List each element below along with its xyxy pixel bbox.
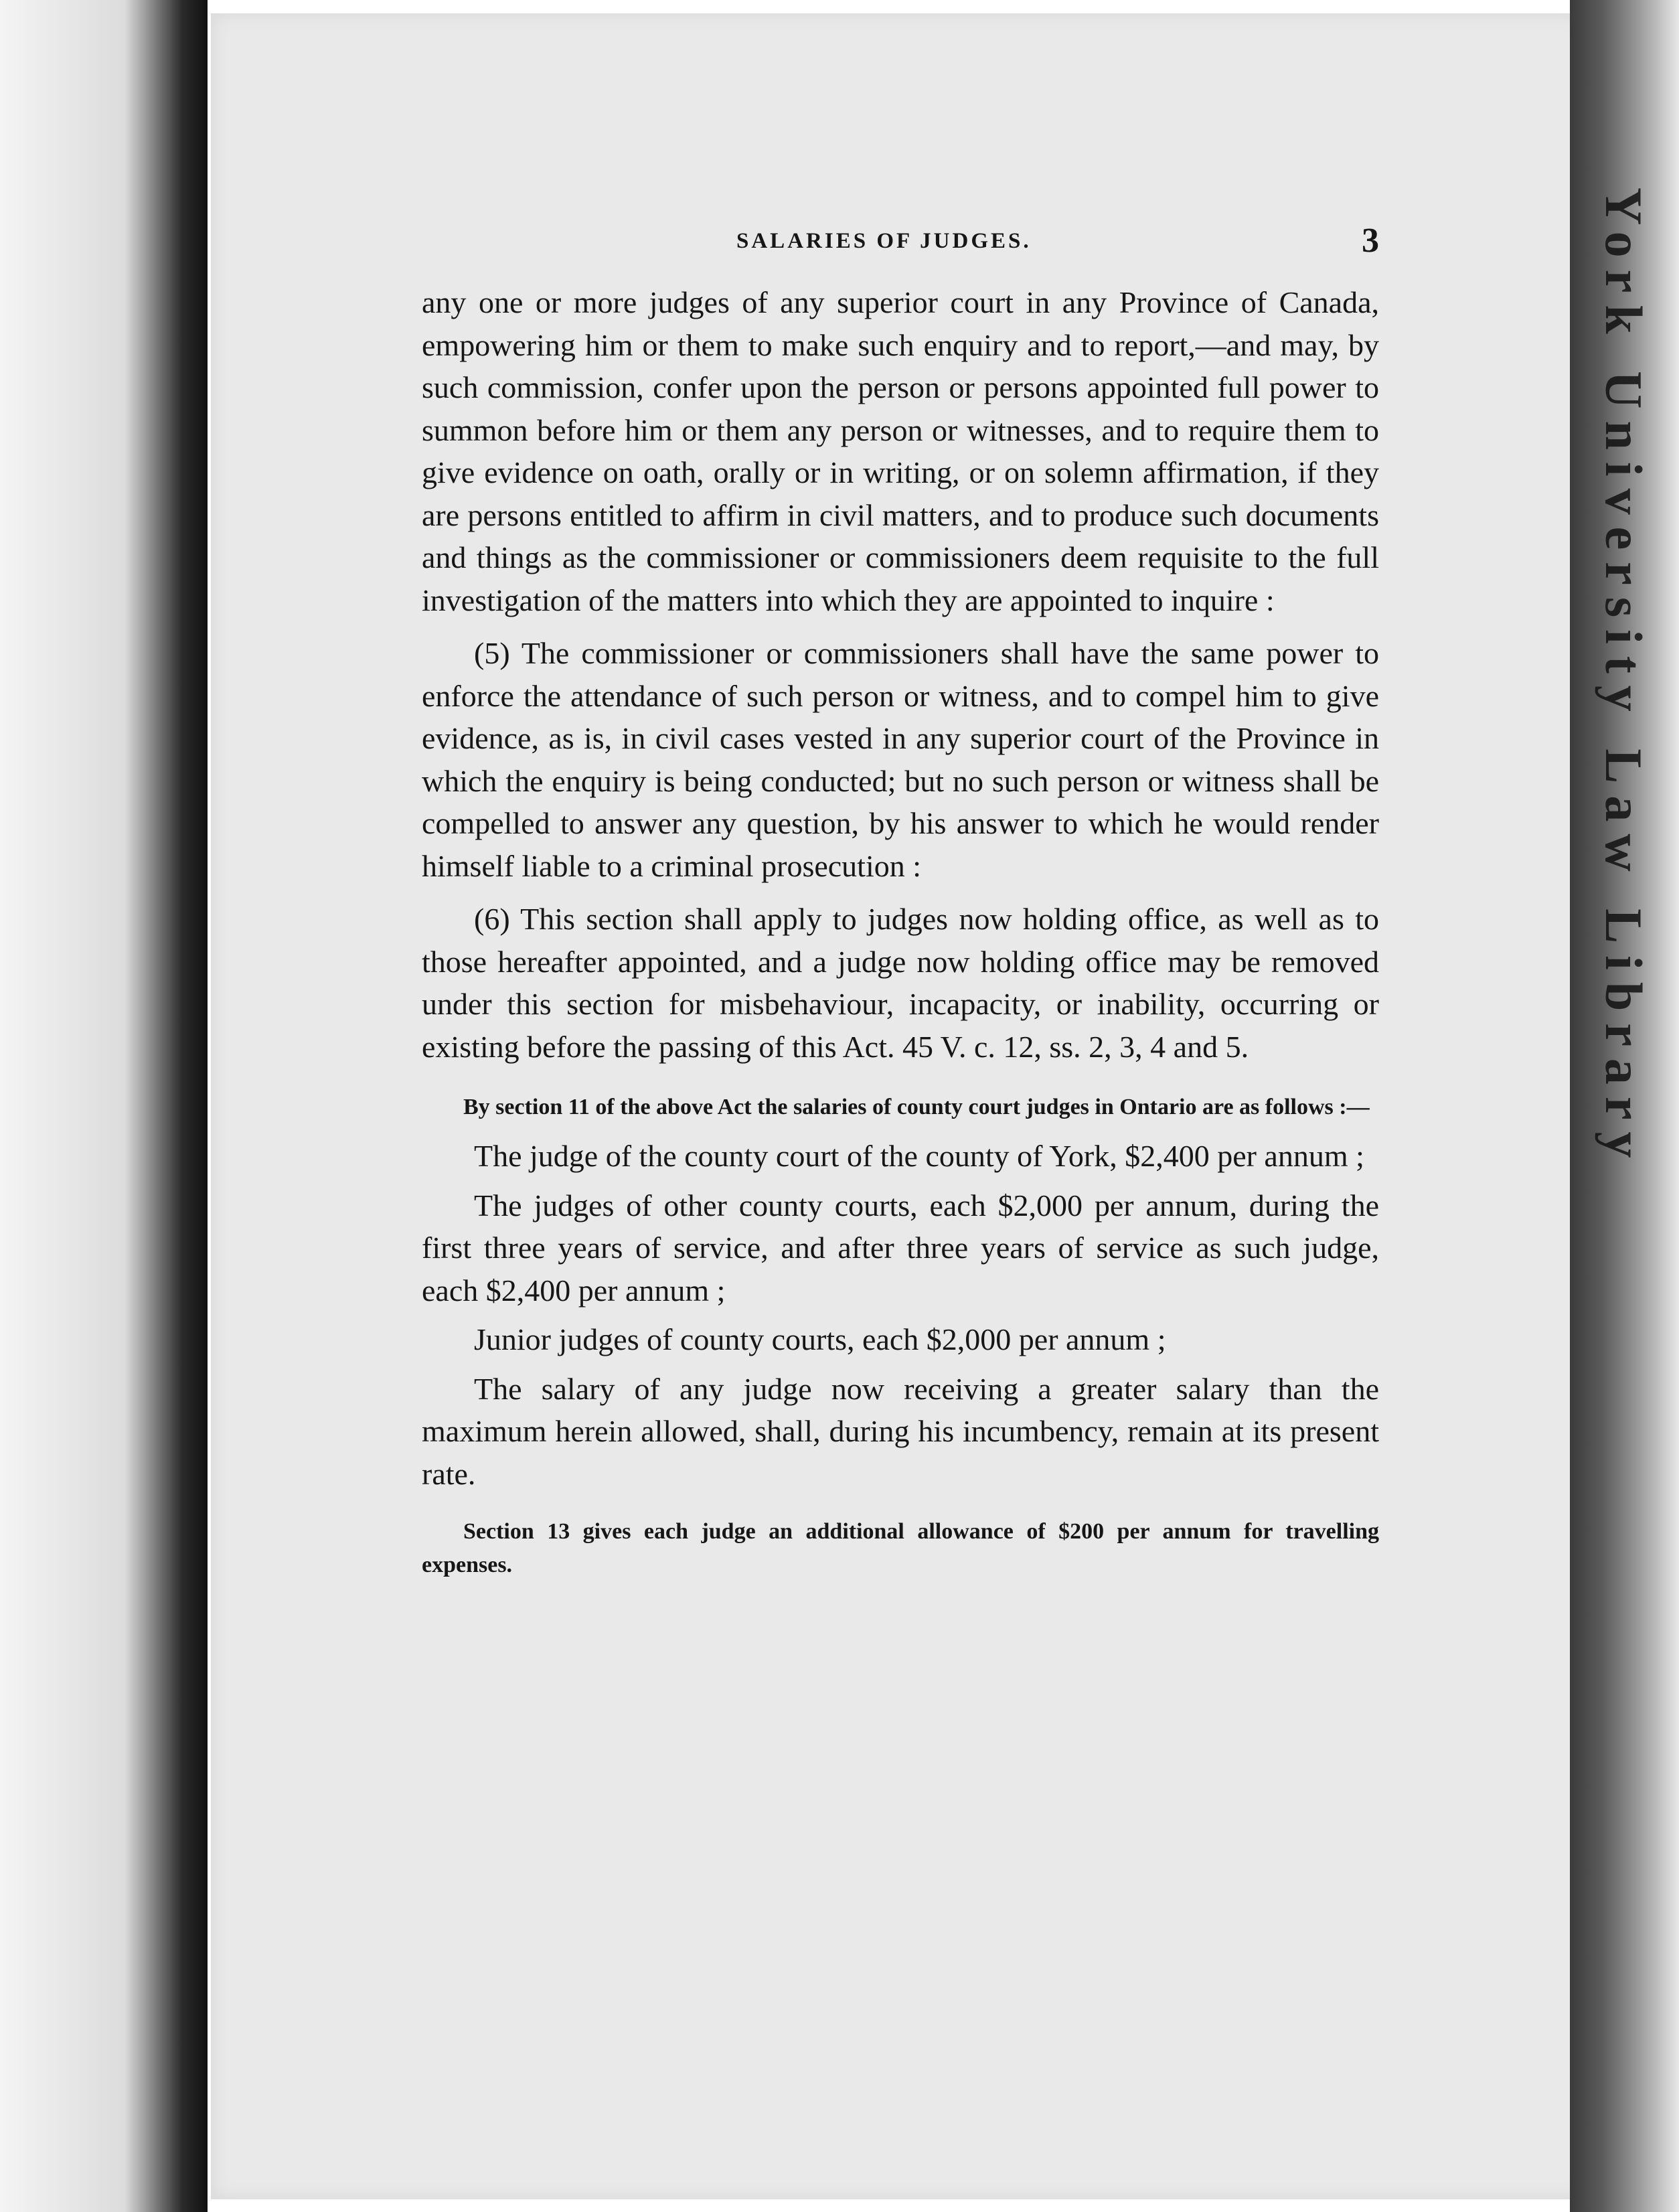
paragraph-york-salary: The judge of the county court of the county of York, $2,400 per annum ; [474, 1139, 1364, 1173]
running-title: SALARIES OF JUDGES. [736, 229, 1032, 253]
paragraph-continuation: any one or more judges of any superior court in any Province of Canada, empowering him or them to make such enquiry and to report,—and may, by such commission, confer upon the person or persons appointed full power to summon before him or them any person or witnesses, and to require them to give evidence on oath, orally or in writing, or on solemn affirmation, if they are persons entitled to affirm in civil matters, and to produce such documents and things as the commissioner or commissioners deem requisite to the full investigation of the matters into which they are appointed to inquire : [422, 285, 1379, 617]
editorial-note-section-13: Section 13 gives each judge an additional allowance of $200 per annum for travelling expenses. [422, 1519, 1379, 1577]
page-text-block [422, 221, 1379, 1582]
spine-stamp-text: York University Law Library [1595, 187, 1653, 1170]
paragraph-greater-salary: The salary of any judge now receiving a greater salary than the maximum herein allowed, shall, during his incumbency, remain at its present rate. [422, 1371, 1379, 1491]
paragraph-other-county-salary: The judges of other county courts, each $2,000 per annum, during the first three years of service, and after three years of service as such judge, each $2,400 per annum ; [422, 1188, 1379, 1308]
paragraph-subsection-6: (6) This section shall apply to judges now holding office, as well as to those hereafter appointed, and a judge now holding office may be removed under this section for misbehaviour, incapacity, or inability, occurring or existing before the passing of this Act. 45 V. c. 12, ss. 2, 3, 4 and 5. [422, 902, 1379, 1064]
editorial-note-section-11: By section 11 of the above Act the salaries of county court judges in Ontario are as follows :— [463, 1095, 1370, 1119]
page-number: 3 [1362, 222, 1379, 260]
running-head [422, 221, 1379, 281]
paragraph-subsection-5: (5) The commissioner or commissioners shall have the same power to enforce the attendance of such person or witness, and to compel him to give evidence, as is, in civil cases vested in any superior court of the Province in which the enquiry is being conducted; but no such person or witness shall be compelled to answer any question, by his answer to which he would render himself liable to a criminal prosecution : [422, 636, 1379, 883]
paragraph-junior-judges-salary: Junior judges of county courts, each $2,000 per annum ; [474, 1322, 1166, 1356]
left-page-edge [0, 0, 208, 2212]
